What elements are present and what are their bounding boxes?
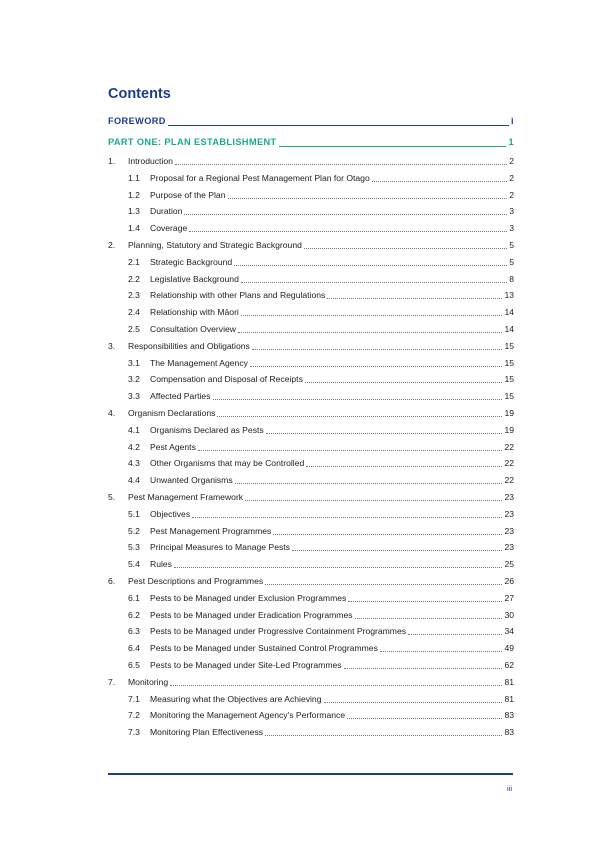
- toc-subsection-page: 49: [504, 643, 514, 654]
- toc-subsection-number: 2.1: [128, 256, 140, 267]
- toc-leader: [305, 382, 503, 383]
- toc-part-one[interactable]: [108, 137, 514, 148]
- toc-subsection[interactable]: [128, 458, 514, 469]
- toc-subsection-number: 1.1: [128, 172, 140, 183]
- toc-section[interactable]: [108, 492, 514, 503]
- toc-subsection-number: 1.3: [128, 206, 140, 217]
- toc-subsection-page: 83: [504, 727, 514, 738]
- toc-subsection-title: The Management Agency: [150, 357, 248, 368]
- toc-leader: [355, 618, 503, 619]
- toc-section-title: Pest Management Framework: [128, 492, 244, 502]
- toc-subsection-number: 2.4: [128, 307, 140, 318]
- toc-subsection[interactable]: [128, 610, 514, 621]
- toc-leader: [380, 651, 503, 652]
- toc-subsection[interactable]: [128, 509, 514, 520]
- toc-subsection-title: Pests to be Managed under Progressive Containment Programmes: [150, 626, 407, 637]
- toc-leader: [266, 433, 503, 434]
- toc-foreword-label: FOREWORD: [108, 116, 166, 126]
- toc-subsection-number: 4.2: [128, 441, 140, 452]
- toc-subsection-page: 83: [504, 710, 514, 721]
- toc-subsection-title: Principal Measures to Manage Pests: [150, 542, 290, 553]
- toc-subsection[interactable]: [128, 358, 514, 369]
- toc-part-one-label: PART ONE: PLAN ESTABLISHMENT: [108, 137, 277, 147]
- toc-leader: [170, 685, 502, 686]
- toc-subsection-number: 2.2: [128, 273, 140, 284]
- toc-leader: [279, 146, 507, 147]
- toc-leader: [235, 483, 503, 484]
- toc-section-number: 4.: [108, 408, 116, 418]
- toc-leader: [184, 214, 507, 215]
- toc-section-page: 23: [504, 492, 514, 502]
- toc-foreword[interactable]: [108, 116, 514, 127]
- toc-subsection-number: 3.1: [128, 357, 140, 368]
- toc-leader: [292, 550, 502, 551]
- toc-subsection[interactable]: [128, 391, 514, 402]
- toc-subsection[interactable]: [128, 374, 514, 385]
- toc-subsection[interactable]: [128, 223, 514, 234]
- toc-subsection[interactable]: [128, 173, 514, 184]
- toc-subsection-number: 3.3: [128, 391, 140, 402]
- toc-subsection-page: 62: [504, 660, 514, 670]
- toc-subsection-title: Pests to be Managed under Eradication Programmes: [150, 609, 353, 620]
- toc-subsection-number: 7.1: [128, 693, 140, 704]
- toc-subsection-title: Duration: [150, 206, 183, 217]
- toc-leader: [189, 231, 507, 232]
- toc-subsection[interactable]: [128, 643, 514, 654]
- toc-subsection-title: Legislative Background: [150, 273, 239, 284]
- toc-section-page: 5: [509, 240, 514, 250]
- toc-subsection[interactable]: [128, 660, 514, 671]
- toc-leader: [174, 567, 502, 568]
- toc-subsection-number: 5.2: [128, 525, 140, 536]
- toc-subsection-page: 15: [504, 391, 514, 402]
- toc-subsection-title: Strategic Background: [150, 256, 233, 267]
- toc-section-title: Responsibilities and Obligations: [128, 340, 250, 351]
- toc-subsection-page: 2: [509, 172, 514, 183]
- toc-subsection-number: 7.3: [128, 727, 140, 738]
- toc-subsection[interactable]: [128, 274, 514, 285]
- toc-subsection-page: 15: [504, 374, 514, 385]
- toc-section-number: 5.: [108, 492, 116, 502]
- toc-subsection-title: Monitoring the Management Agency's Performance: [150, 710, 346, 721]
- toc-leader: [304, 248, 507, 249]
- toc-subsection[interactable]: [128, 694, 514, 705]
- toc-section-title: Organism Declarations: [128, 408, 216, 418]
- page-title: Contents: [108, 86, 171, 102]
- toc-leader: [273, 534, 502, 535]
- toc-section[interactable]: [108, 156, 514, 167]
- toc-leader: [372, 181, 507, 182]
- toc-subsection-page: 8: [509, 273, 514, 284]
- toc-section-page: 19: [504, 408, 514, 418]
- toc-section-page: 81: [504, 676, 514, 687]
- toc-subsection[interactable]: [128, 626, 514, 637]
- toc-subsection-title: Affected Parties: [150, 391, 211, 402]
- toc-subsection-page: 3: [509, 223, 514, 234]
- toc-subsection[interactable]: [128, 442, 514, 453]
- toc-subsection-number: 4.1: [128, 424, 140, 435]
- toc-leader: [213, 399, 503, 400]
- toc-subsection-number: 6.2: [128, 609, 140, 620]
- toc-subsection-page: 81: [504, 693, 514, 704]
- toc-subsection-title: Monitoring Plan Effectiveness: [150, 727, 264, 738]
- toc-leader: [252, 349, 503, 350]
- toc-section-number: 1.: [108, 156, 116, 166]
- toc-leader: [348, 601, 502, 602]
- toc-subsection-title: Unwanted Organisms: [150, 475, 233, 486]
- toc-subsection-number: 6.3: [128, 626, 140, 637]
- toc-subsection-title: Objectives: [150, 508, 191, 519]
- toc-leader: [324, 702, 503, 703]
- toc-subsection-title: Relationship with other Plans and Regulations: [150, 290, 326, 301]
- toc-subsection-title: Measuring what the Objectives are Achieving: [150, 693, 322, 704]
- toc-part-one-page: 1: [508, 137, 514, 147]
- toc-leader: [241, 315, 503, 316]
- toc-section-page: 2: [509, 156, 514, 166]
- toc-section-title: Planning, Statutory and Strategic Background: [128, 240, 302, 250]
- toc-leader: [228, 198, 508, 199]
- toc-subsection-page: 22: [504, 475, 514, 486]
- toc-subsection-page: 25: [504, 559, 514, 570]
- page-number: iii: [507, 784, 512, 793]
- toc-foreword-page: i: [511, 116, 514, 126]
- toc-subsection-page: 14: [504, 324, 514, 334]
- toc-subsection[interactable]: [128, 526, 514, 537]
- toc-subsection-page: 5: [509, 256, 514, 267]
- toc-subsection[interactable]: [128, 190, 514, 201]
- toc-subsection[interactable]: [128, 727, 514, 738]
- toc-subsection-page: 27: [504, 592, 514, 603]
- toc-leader: [245, 500, 502, 501]
- toc-subsection[interactable]: [128, 290, 514, 301]
- toc-leader: [217, 416, 502, 417]
- toc-subsection-number: 5.1: [128, 508, 140, 519]
- toc-subsection-number: 1.2: [128, 189, 140, 200]
- toc-leader: [234, 265, 507, 266]
- toc-subsection-title: Other Organisms that may be Controlled: [150, 458, 305, 469]
- toc-subsection-number: 6.1: [128, 592, 140, 603]
- toc-subsection-number: 7.2: [128, 710, 140, 721]
- toc-subsection-page: 15: [504, 357, 514, 368]
- toc-subsection-title: Pest Agents: [150, 441, 196, 452]
- toc-section-title: Introduction: [128, 156, 173, 166]
- toc-leader: [306, 466, 502, 467]
- toc-subsection-page: 22: [504, 458, 514, 469]
- toc-subsection-number: 2.3: [128, 290, 140, 301]
- toc-leader: [265, 584, 502, 585]
- toc-subsection-title: Rules: [150, 559, 172, 570]
- toc-subsection-page: 13: [504, 290, 514, 301]
- toc-subsection-page: 2: [509, 189, 514, 200]
- toc-subsection-page: 14: [504, 307, 514, 318]
- toc-leader: [198, 450, 503, 451]
- toc-subsection[interactable]: [128, 593, 514, 604]
- toc-subsection-page: 30: [504, 609, 514, 620]
- toc-subsection-title: Pest Management Programmes: [150, 525, 272, 536]
- toc-leader: [250, 366, 503, 367]
- toc-subsection-number: 6.4: [128, 643, 140, 654]
- toc-subsection-title: Proposal for a Regional Pest Management Plan for Otago: [150, 172, 370, 183]
- toc-subsection[interactable]: [128, 475, 514, 486]
- toc-section[interactable]: [108, 677, 514, 688]
- toc-subsection-title: Pests to be Managed under Exclusion Programmes: [150, 592, 347, 603]
- toc-subsection-page: 3: [509, 206, 514, 217]
- toc-subsection-page: 23: [504, 542, 514, 553]
- toc-section-page: 15: [504, 340, 514, 351]
- toc-leader: [408, 634, 502, 635]
- toc-subsection-page: 19: [504, 424, 514, 435]
- toc-section-title: Pest Descriptions and Programmes: [128, 576, 264, 586]
- toc-subsection-page: 34: [504, 626, 514, 637]
- toc-leader: [175, 164, 507, 165]
- toc-subsection-number: 3.2: [128, 374, 140, 385]
- toc-section[interactable]: [108, 408, 514, 419]
- toc-section-number: 6.: [108, 576, 116, 586]
- toc-subsection[interactable]: [128, 542, 514, 553]
- footer-rule: [108, 773, 513, 775]
- toc-leader: [344, 668, 503, 669]
- toc-subsection-number: 5.4: [128, 559, 140, 570]
- toc-subsection-page: 23: [504, 508, 514, 519]
- toc-subsection-title: Organisms Declared as Pests: [150, 424, 264, 435]
- toc-leader: [192, 517, 502, 518]
- toc-subsection[interactable]: [128, 425, 514, 436]
- toc-subsection-page: 23: [504, 525, 514, 536]
- toc-subsection[interactable]: [128, 710, 514, 721]
- toc-subsection-title: Coverage: [150, 223, 188, 234]
- toc-subsection[interactable]: [128, 307, 514, 318]
- toc-subsection[interactable]: [128, 206, 514, 217]
- toc-subsection-title: Purpose of the Plan: [150, 189, 226, 200]
- toc-subsection-title: Compensation and Disposal of Receipts: [150, 374, 303, 385]
- toc-subsection-number: 2.5: [128, 324, 140, 334]
- toc-subsection-title: Consultation Overview: [150, 324, 236, 334]
- toc-section-number: 3.: [108, 340, 116, 351]
- toc-section[interactable]: [108, 576, 514, 587]
- toc-subsection-page: 22: [504, 441, 514, 452]
- toc-subsection[interactable]: [128, 324, 514, 335]
- toc-subsection-title: Pests to be Managed under Site-Led Programmes: [150, 660, 342, 670]
- toc-subsection-title: Relationship with Māori: [150, 307, 239, 318]
- toc-leader: [238, 332, 502, 333]
- toc-subsection-title: Pests to be Managed under Sustained Control Programmes: [150, 643, 378, 654]
- toc-section-number: 2.: [108, 240, 116, 250]
- toc-section-page: 26: [504, 576, 514, 586]
- toc-section[interactable]: [108, 240, 514, 251]
- toc-leader: [327, 298, 502, 299]
- toc-leader: [241, 282, 507, 283]
- toc-subsection-number: 6.5: [128, 660, 140, 670]
- toc-subsection[interactable]: [128, 559, 514, 570]
- toc-subsection-number: 5.3: [128, 542, 140, 553]
- toc-section-number: 7.: [108, 676, 116, 687]
- toc-section-title: Monitoring: [128, 676, 169, 687]
- toc-leader: [265, 735, 502, 736]
- toc-subsection[interactable]: [128, 257, 514, 268]
- toc-subsection-number: 1.4: [128, 223, 140, 234]
- toc-subsection-number: 4.3: [128, 458, 140, 469]
- toc-leader: [347, 718, 502, 719]
- toc-section[interactable]: [108, 341, 514, 352]
- toc-subsection-number: 4.4: [128, 475, 140, 486]
- toc-leader: [168, 125, 509, 126]
